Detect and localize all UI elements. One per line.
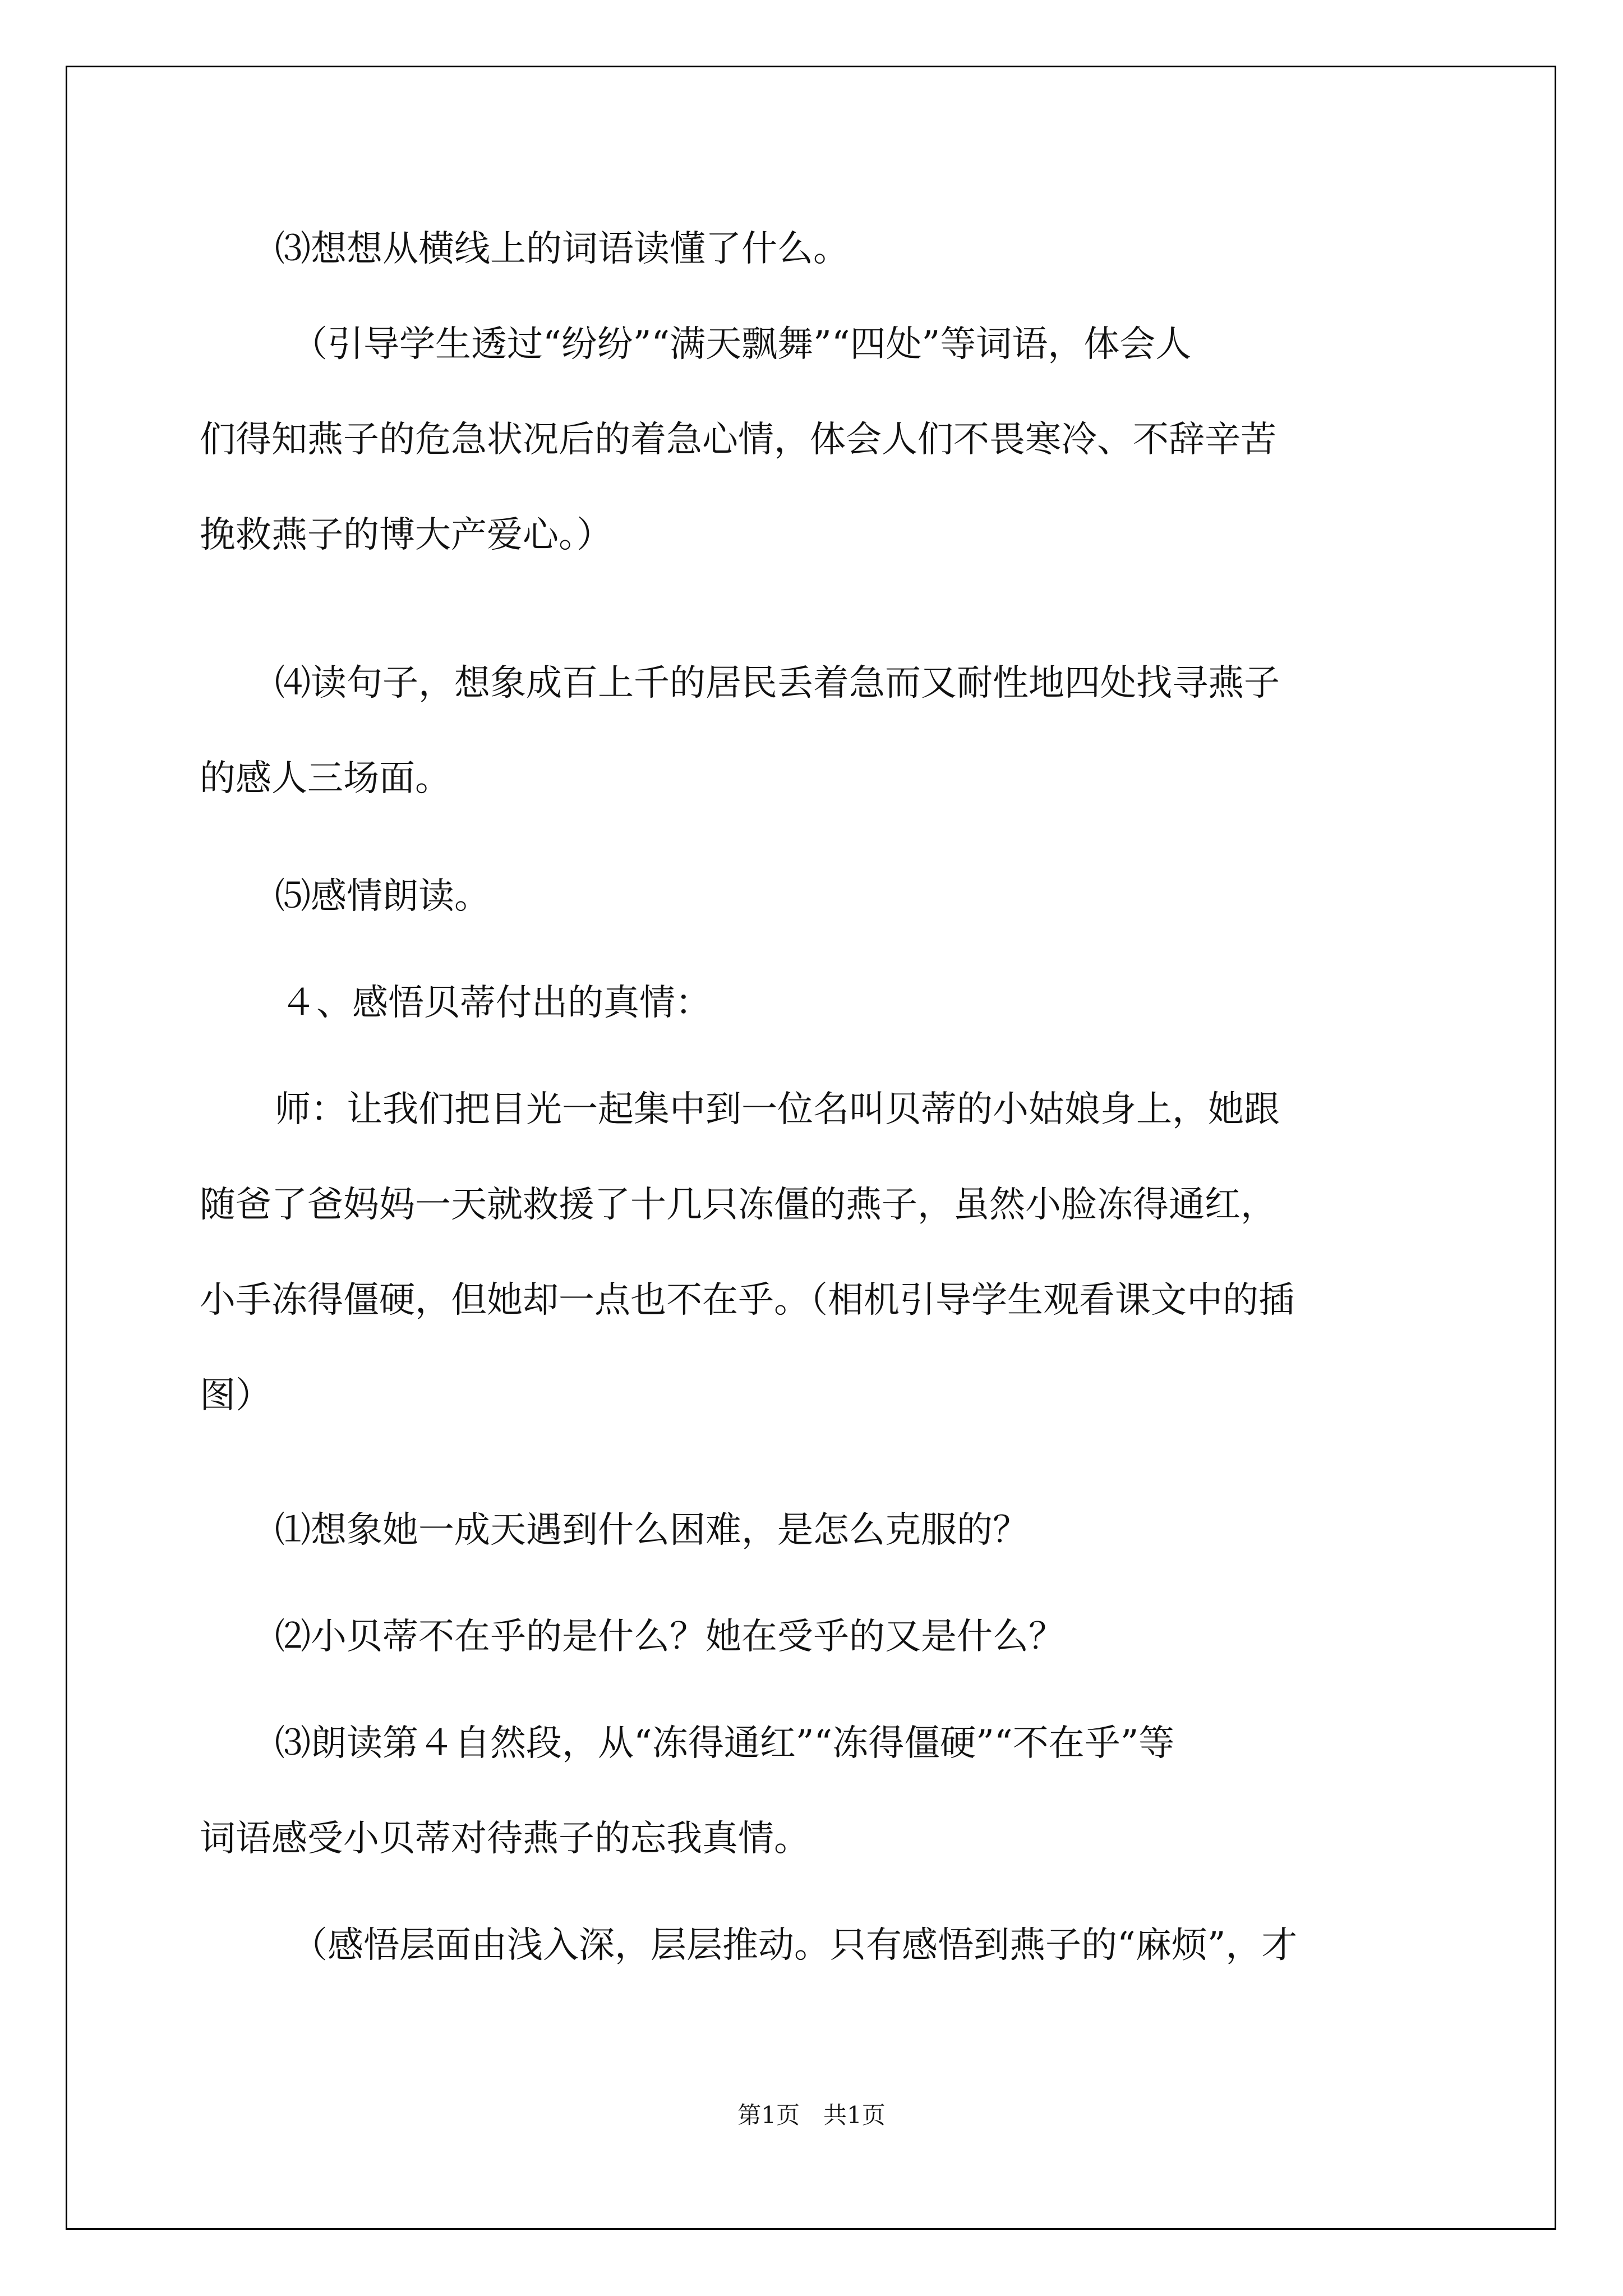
paragraph-line: ⑴想象她一成天遇到什么困难，是怎么克服的？ — [275, 1510, 1029, 1551]
paragraph-line: 的感人三场面。 — [200, 758, 451, 799]
paragraph-line: 师：让我们把目光一起集中到一位名叫贝蒂的小姑娘身上，她跟 — [275, 1089, 1280, 1130]
page-border — [66, 66, 1556, 2230]
page-footer: 第1页 共1页 — [737, 2101, 886, 2129]
section-heading: ４、感悟贝蒂付出的真情： — [280, 982, 711, 1024]
paragraph-line: 小手冻得僵硬，但她却一点也不在乎。（相机引导学生观看课文中的插 — [200, 1280, 1294, 1321]
paragraph-line: ⑵小贝蒂不在乎的是什么？她在受乎的又是什么？ — [275, 1616, 1064, 1658]
paragraph-line: 挽救燕子的博大产爱心。） — [200, 514, 612, 556]
paragraph-line: （引导学生透过“纷纷”“满天飘舞”“四处”等词语，体会人 — [292, 324, 1192, 365]
paragraph-line: 随爸了爸妈妈一天就救援了十几只冻僵的燕子，虽然小脸冻得通红， — [200, 1184, 1276, 1226]
paragraph-line: ⑷读句子，想象成百上千的居民丢着急而又耐性地四处找寻燕子 — [275, 662, 1280, 704]
paragraph-line: ⑶想想从横线上的词语读懂了什么。 — [275, 228, 849, 270]
paragraph-line: （感悟层面由浅入深，层层推动。只有感悟到燕子的“麻烦”，才 — [292, 1925, 1298, 1966]
paragraph-line: 词语感受小贝蒂对待燕子的忘我真情。 — [200, 1818, 810, 1860]
paragraph-line: ⑸感情朗读。 — [275, 876, 490, 917]
paragraph-line: ⑶朗读第４自然段，从“冻得通红”“冻得僵硬”“不在乎”等 — [275, 1723, 1175, 1764]
paragraph-line: 图） — [200, 1375, 271, 1416]
paragraph-line: 们得知燕子的危急状况后的着急心情，体会人们不畏寒冷、不辞辛苦 — [200, 419, 1276, 461]
